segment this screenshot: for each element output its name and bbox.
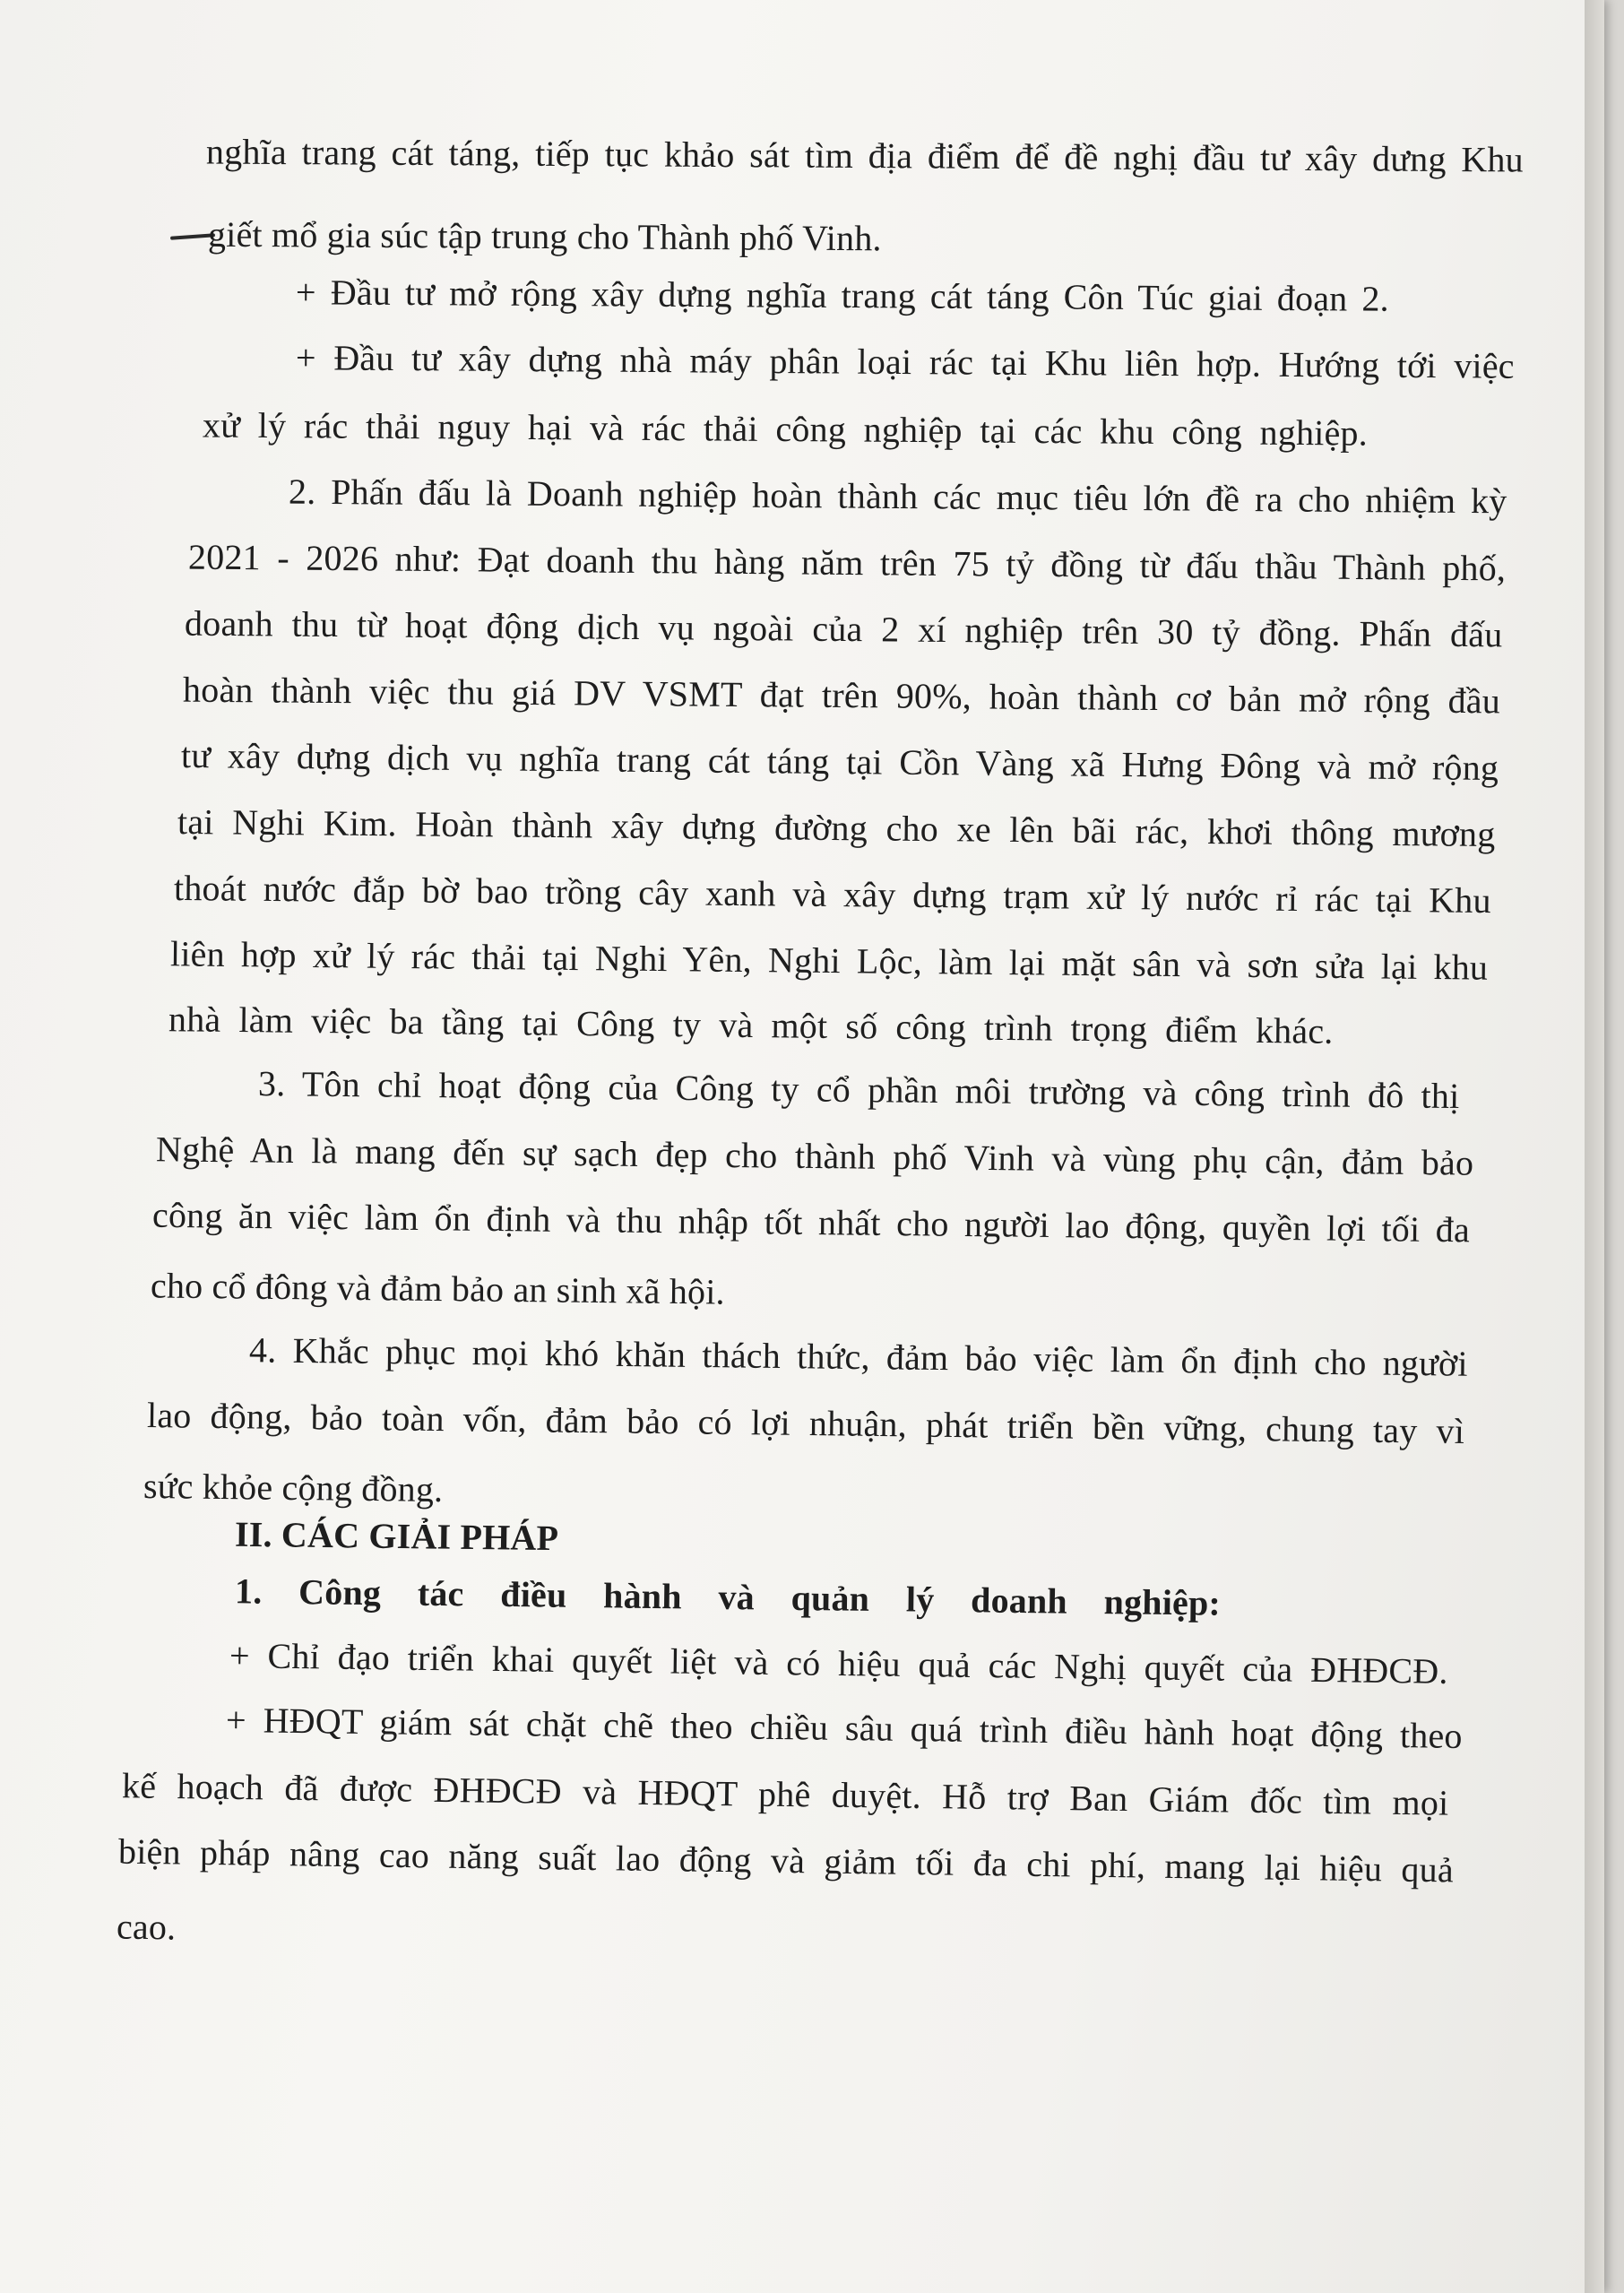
body-text-line: 3. Tôn chỉ hoạt động của Công ty cổ phần môi trường và công trình đô thị bbox=[257, 1062, 1460, 1117]
body-text-line: sức khỏe cộng đồng. bbox=[143, 1465, 444, 1510]
body-text-line: liên hợp xử lý rác thải tại Nghi Yên, Nghi Lộc, làm lại mặt sân và sơn sửa lại khu bbox=[169, 933, 1489, 988]
body-text-line: nghĩa trang cát táng, tiếp tục khảo sát tìm địa điểm để đề nghị đầu tư xây dưng Khu bbox=[205, 131, 1524, 180]
body-text-line: tại Nghi Kim. Hoàn thành xây dựng đường cho xe lên bãi rác, khơi thông mương bbox=[177, 800, 1496, 855]
subsection-heading: 1. Công tác điều hành và quản lý doanh nghiệp: bbox=[234, 1570, 1222, 1623]
body-text-line: cao. bbox=[116, 1906, 177, 1948]
body-text-line: tư xây dựng dịch vụ nghĩa trang cát táng tại Cồn Vàng xã Hưng Đông và mở rộng bbox=[180, 734, 1499, 789]
body-text-line: giết mổ gia súc tập trung cho Thành phố Vinh. bbox=[207, 213, 882, 259]
body-text-line: + Đầu tư mở rộng xây dựng nghĩa trang cát táng Côn Túc giai đoạn 2. bbox=[295, 272, 1389, 319]
body-text-line: công ăn việc làm ổn định và thu nhập tốt nhất cho người lao động, quyền lợi tối đa bbox=[151, 1194, 1471, 1250]
body-text-line: + HĐQT giám sát chặt chẽ theo chiều sâu quá trình điều hành hoạt động theo bbox=[225, 1699, 1463, 1757]
body-text-line: lao động, bảo toàn vốn, đảm bảo có lợi nhuận, phát triển bền vững, chung tay vì bbox=[146, 1395, 1465, 1451]
body-text-line: 4. Khắc phục mọi khó khăn thách thức, đảm bảo việc làm ổn định cho người bbox=[248, 1329, 1468, 1384]
body-text-line: 2. Phấn đấu là Doanh nghiệp hoàn thành các mục tiêu lớn đề ra cho nhiệm kỳ bbox=[288, 471, 1507, 522]
body-text-line: thoát nước đắp bờ bao trồng cây xanh và xây dựng trạm xử lý nước rỉ rác tại Khu bbox=[173, 867, 1491, 922]
body-text-line: doanh thu từ hoạt động dịch vụ ngoài của 2 xí nghiệp trên 30 tỷ đồng. Phấn đấu bbox=[184, 602, 1503, 655]
body-text-line: xử lý rác thải nguy hại và rác thải công nghiệp tại các khu công nghiệp. bbox=[202, 404, 1369, 454]
section-heading: II. CÁC GIẢI PHÁP bbox=[234, 1513, 559, 1559]
body-text-line: hoàn thành việc thu giá DV VSMT đạt trên 90%, hoàn thành cơ bản mở rộng đầu bbox=[182, 669, 1501, 722]
body-text-line: + Chỉ đạo triển khai quyết liệt và có hiệu quả các Nghị quyết của ĐHĐCĐ. bbox=[229, 1635, 1448, 1692]
body-text-line: 2021 - 2026 như: Đạt doanh thu hàng năm trên 75 tỷ đồng từ đấu thầu Thành phố, bbox=[187, 536, 1507, 589]
body-text-line: biện pháp nâng cao năng suất lao động và giảm tối đa chi phí, mang lại hiệu quả bbox=[117, 1830, 1455, 1891]
body-text-line: nhà làm việc ba tầng tại Công ty và một số công trình trọng điểm khác. bbox=[168, 999, 1334, 1051]
body-text-line: Nghệ An là mang đến sự sạch đẹp cho thành phố Vinh và vùng phụ cận, đảm bảo bbox=[155, 1129, 1474, 1183]
body-text-line: cho cổ đông và đảm bảo an sinh xã hội. bbox=[150, 1265, 726, 1312]
body-text-line: kế hoạch đã được ĐHĐCĐ và HĐQT phê duyệt. Hỗ trợ Ban Giám đốc tìm mọi bbox=[121, 1765, 1449, 1823]
body-text-line: + Đầu tư xây dựng nhà máy phân loại rác tại Khu liên hợp. Hướng tới việc bbox=[295, 337, 1515, 386]
